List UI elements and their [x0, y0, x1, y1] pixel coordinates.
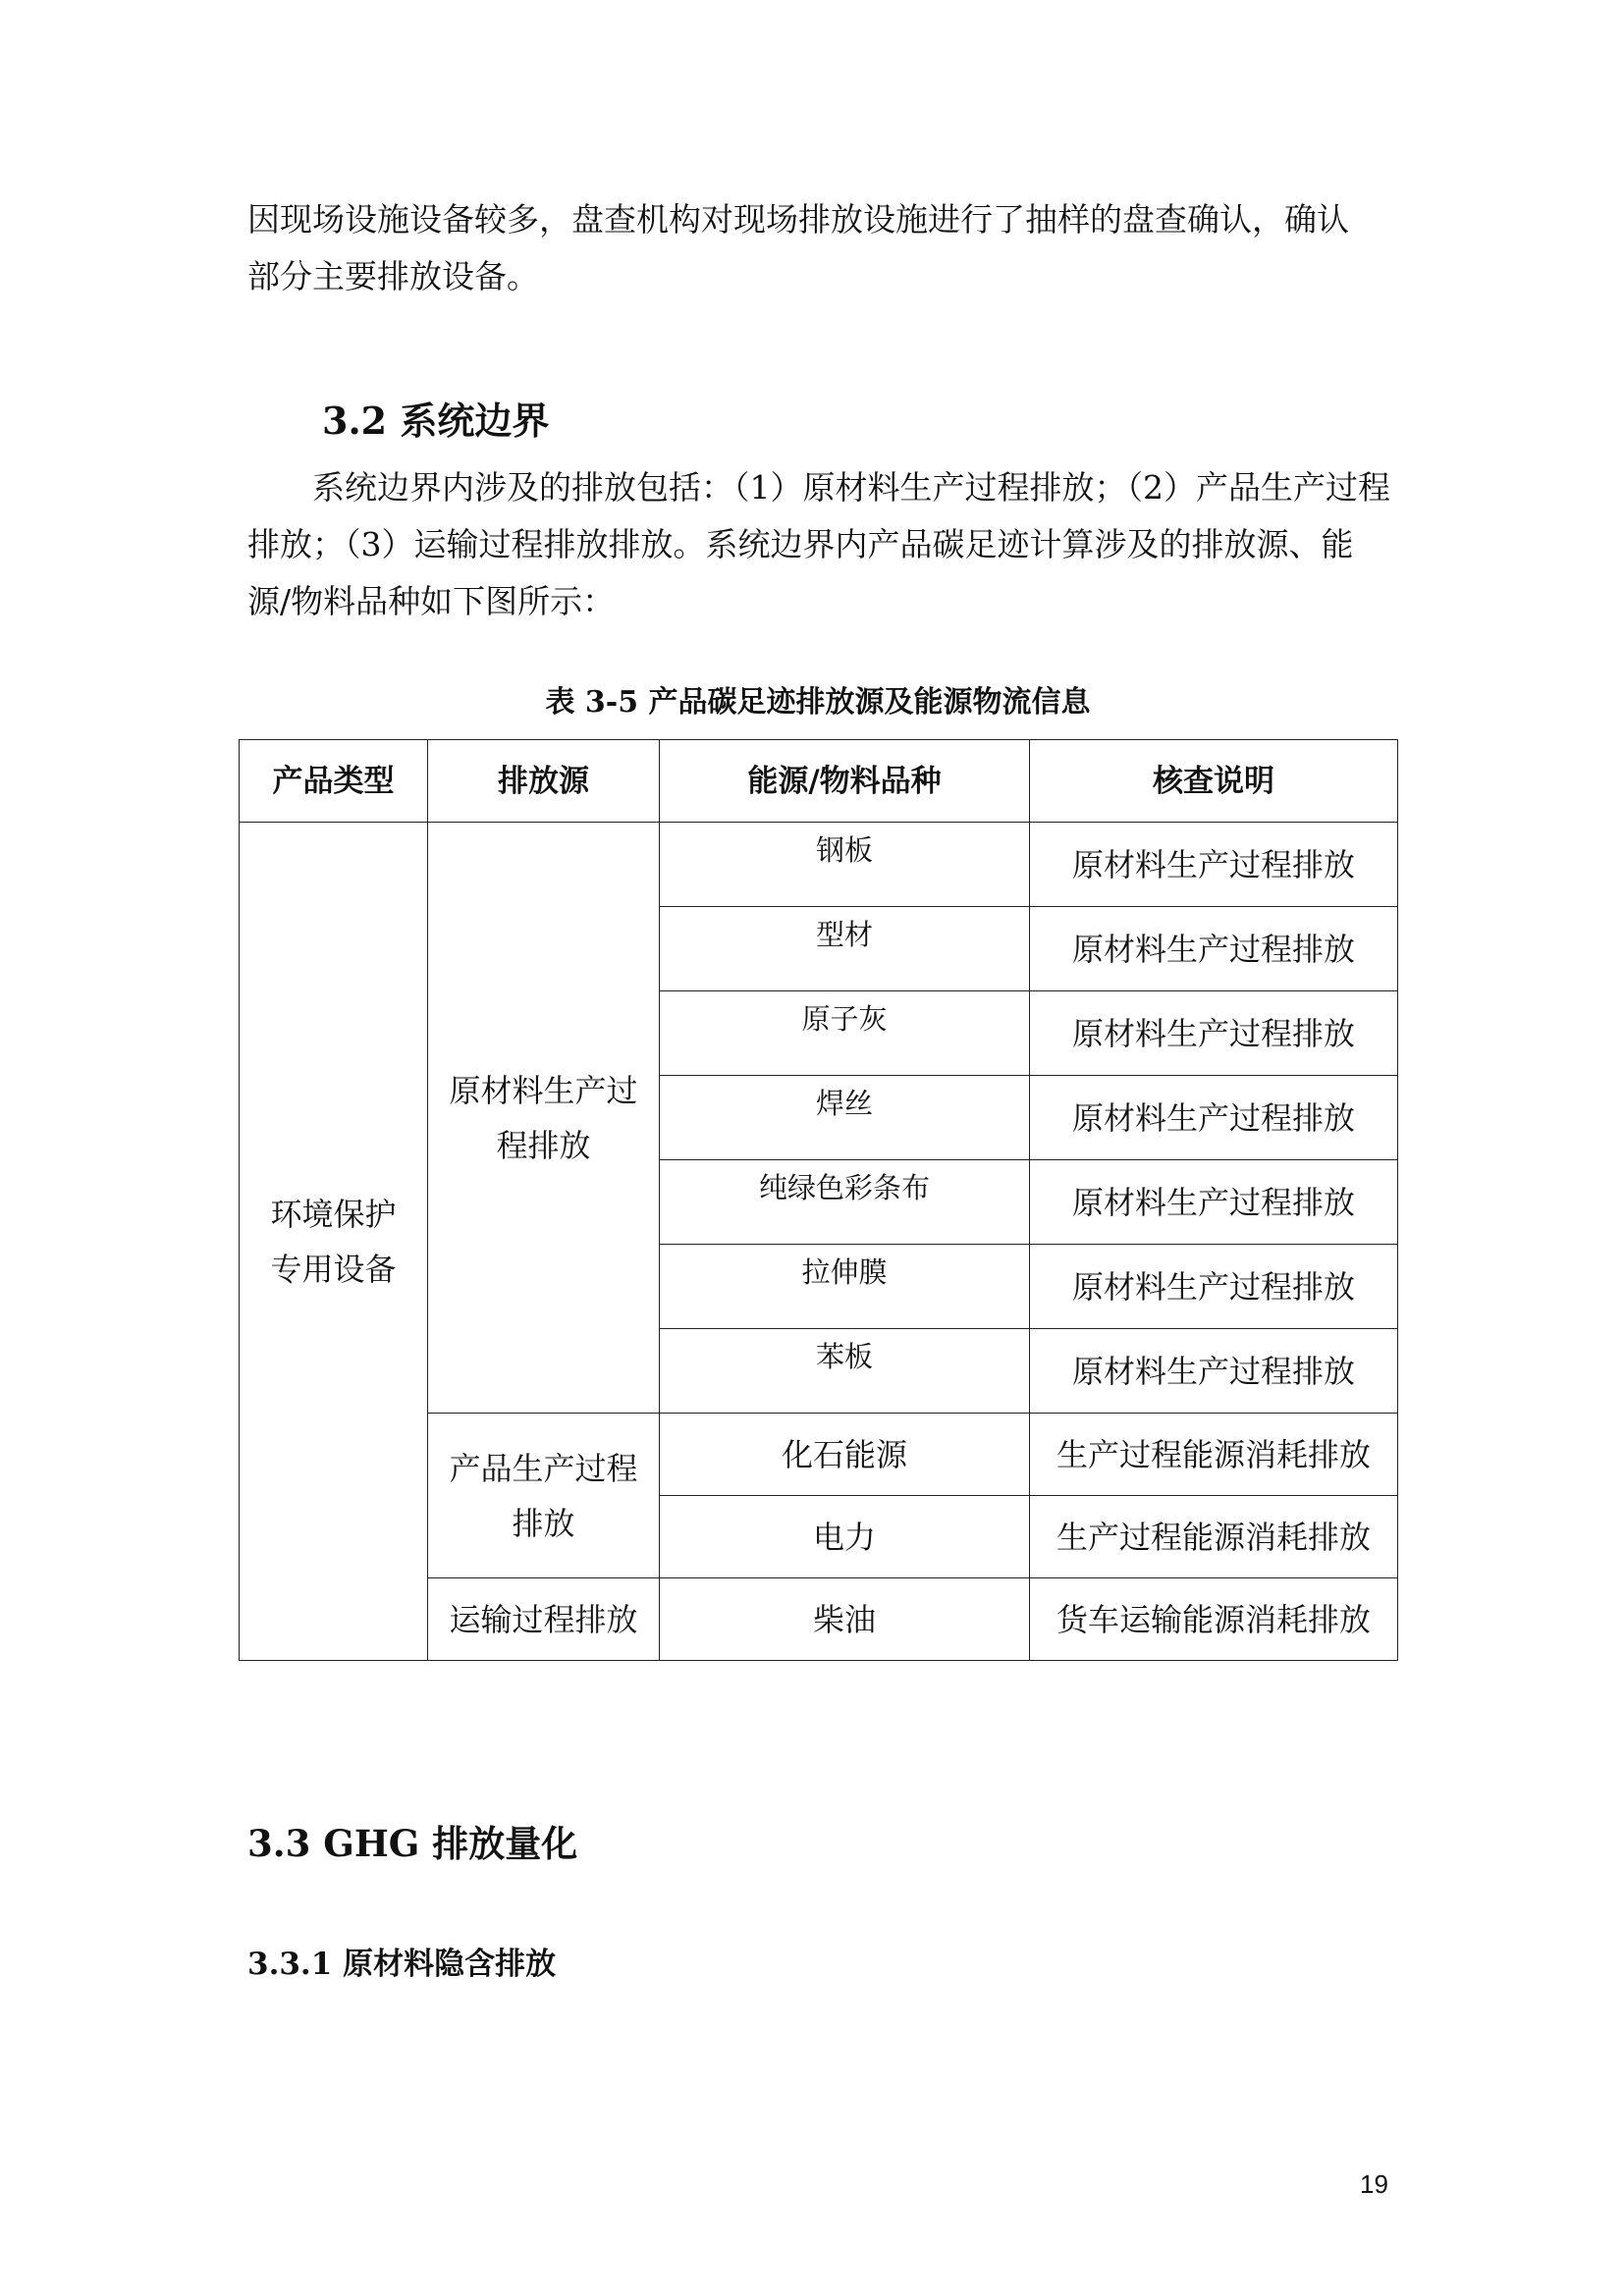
note-cell: 原材料生产过程排放 — [1030, 1160, 1398, 1245]
intro-line-2: 部分主要排放设备。 — [247, 257, 539, 295]
material-cell: 柴油 — [660, 1578, 1030, 1661]
intro-paragraph — [247, 191, 1391, 305]
material-cell: 焊丝 — [660, 1076, 1030, 1160]
material-cell: 型材 — [660, 907, 1030, 991]
header-emission-source: 排放源 — [428, 740, 660, 823]
material-cell: 原子灰 — [660, 991, 1030, 1076]
note-cell: 原材料生产过程排放 — [1030, 1329, 1398, 1414]
note-cell: 原材料生产过程排放 — [1030, 907, 1398, 991]
material-cell: 拉伸膜 — [660, 1245, 1030, 1329]
note-cell: 生产过程能源消耗排放 — [1030, 1414, 1398, 1496]
header-product-type: 产品类型 — [240, 740, 428, 823]
note-cell: 原材料生产过程排放 — [1030, 823, 1398, 907]
section-3-3-1-heading: 3.3.1 原材料隐含排放 — [247, 1947, 557, 1982]
page-number: 19 — [1360, 2169, 1388, 2199]
section-3-3-heading: 3.3 GHG 排放量化 — [247, 1822, 578, 1865]
table-caption: 表 3-5 产品碳足迹排放源及能源物流信息 — [545, 685, 1091, 720]
product-type-cell: 环境保护专用设备 — [240, 823, 428, 1661]
header-note: 核查说明 — [1030, 740, 1398, 823]
material-cell: 钢板 — [660, 823, 1030, 907]
source-cell-production: 产品生产过程排放 — [428, 1414, 660, 1578]
section-3-2-paragraph: 系统边界内涉及的排放包括：（1）原材料生产过程排放；（2）产品生产过程排放；（3）运输过程排放排放。系统边界内产品碳足迹计算涉及的排放源、能源/物料品种如下图所示： — [247, 468, 1390, 620]
note-cell: 货车运输能源消耗排放 — [1030, 1578, 1398, 1661]
material-cell: 纯绿色彩条布 — [660, 1160, 1030, 1245]
note-cell: 原材料生产过程排放 — [1030, 1076, 1398, 1160]
material-cell: 化石能源 — [660, 1414, 1030, 1496]
header-material: 能源/物料品种 — [660, 740, 1030, 823]
section-3-2-heading: 3.2 系统边界 — [322, 399, 550, 443]
material-cell: 苯板 — [660, 1329, 1030, 1414]
emission-source-table — [239, 739, 1398, 1661]
note-cell: 生产过程能源消耗排放 — [1030, 1496, 1398, 1578]
material-cell: 电力 — [660, 1496, 1030, 1578]
source-cell-raw-material: 原材料生产过程排放 — [428, 823, 660, 1414]
intro-line-1: 因现场设施设备较多，盘查机构对现场排放设施进行了抽样的盘查确认，确认 — [247, 200, 1349, 239]
source-cell-transport: 运输过程排放 — [428, 1578, 660, 1661]
note-cell: 原材料生产过程排放 — [1030, 991, 1398, 1076]
note-cell: 原材料生产过程排放 — [1030, 1245, 1398, 1329]
